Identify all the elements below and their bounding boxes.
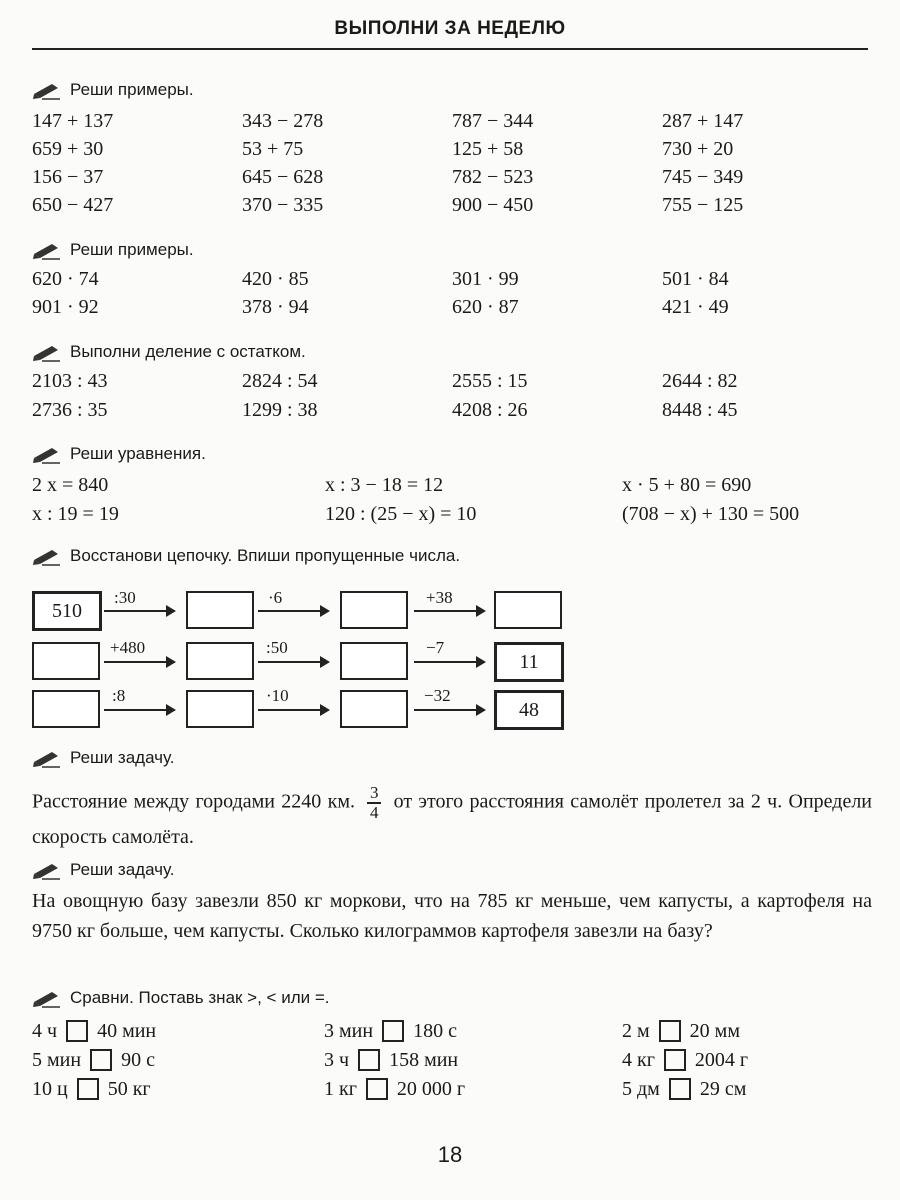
compare-box[interactable] bbox=[77, 1078, 99, 1100]
example: 745 − 349 bbox=[662, 166, 744, 188]
chain-operation: :30 bbox=[114, 588, 136, 607]
chain-box: 48 bbox=[494, 690, 564, 730]
chain-arrow bbox=[104, 610, 174, 612]
task-heading bbox=[32, 240, 194, 260]
pencil-icon bbox=[32, 240, 62, 260]
example: 901 · 92 bbox=[32, 296, 99, 318]
chain-box[interactable] bbox=[340, 642, 408, 680]
compare-left: 2 м bbox=[622, 1019, 650, 1042]
compare-item bbox=[324, 1047, 458, 1073]
task-heading bbox=[32, 342, 306, 362]
example: 501 · 84 bbox=[662, 268, 729, 290]
problem-text: На овощную базу завезли 850 кг моркови, что на 785 кг меньше, чем капусты, а картофеля на 9750 кг больше, чем капусты. Сколько килограммов картофеля завезли на базу? bbox=[32, 890, 872, 942]
example: 2644 : 82 bbox=[662, 370, 738, 392]
compare-right: 20 000 г bbox=[396, 1077, 466, 1100]
equation: x : 19 = 19 bbox=[32, 503, 119, 525]
problem-text-before: Расстояние между городами 2240 км. bbox=[32, 790, 355, 813]
chain-arrow bbox=[414, 610, 484, 612]
chain-operation: :8 bbox=[112, 686, 126, 705]
example: 730 + 20 bbox=[662, 138, 734, 160]
example: 755 − 125 bbox=[662, 194, 744, 216]
chain-box[interactable] bbox=[186, 642, 254, 680]
example: 420 · 85 bbox=[242, 268, 309, 290]
chain-box[interactable] bbox=[494, 591, 562, 629]
task-title: Реши уравнения. bbox=[70, 444, 206, 463]
compare-item bbox=[32, 1047, 155, 1073]
chain-box[interactable] bbox=[340, 690, 408, 728]
compare-left: 3 ч bbox=[324, 1048, 350, 1071]
example-row bbox=[32, 166, 872, 194]
task-title: Сравни. Поставь знак >, < или =. bbox=[70, 988, 330, 1007]
example-row bbox=[32, 399, 872, 427]
pencil-icon bbox=[32, 546, 62, 566]
compare-item bbox=[622, 1047, 748, 1073]
chain-arrow bbox=[104, 661, 174, 663]
compare-left: 1 кг bbox=[324, 1077, 357, 1100]
compare-box[interactable] bbox=[669, 1078, 691, 1100]
fraction-numerator: 3 bbox=[370, 783, 379, 802]
example-row bbox=[32, 268, 872, 296]
example: 2555 : 15 bbox=[452, 370, 528, 392]
example: 900 − 450 bbox=[452, 194, 534, 216]
chain-box[interactable] bbox=[340, 591, 408, 629]
pencil-icon bbox=[32, 342, 62, 362]
compare-left: 10 ц bbox=[32, 1077, 68, 1100]
compare-box[interactable] bbox=[659, 1020, 681, 1042]
example: 1299 : 38 bbox=[242, 399, 318, 421]
equation: 120 : (25 − x) = 10 bbox=[325, 503, 477, 525]
chain-arrow bbox=[258, 661, 328, 663]
task-heading bbox=[32, 748, 175, 768]
example: 2824 : 54 bbox=[242, 370, 318, 392]
compare-left: 4 кг bbox=[622, 1048, 655, 1071]
example-row bbox=[32, 194, 872, 222]
chain-operation: −32 bbox=[424, 686, 451, 705]
equation: x : 3 − 18 = 12 bbox=[325, 474, 444, 496]
chain-box[interactable] bbox=[186, 690, 254, 728]
example: 156 − 37 bbox=[32, 166, 104, 188]
example: 370 − 335 bbox=[242, 194, 324, 216]
example: 125 + 58 bbox=[452, 138, 524, 160]
chain-operation: :50 bbox=[266, 638, 288, 657]
pencil-icon bbox=[32, 748, 62, 768]
compare-box[interactable] bbox=[358, 1049, 380, 1071]
problem-text bbox=[32, 784, 872, 852]
compare-right: 90 с bbox=[121, 1048, 155, 1071]
example: 659 + 30 bbox=[32, 138, 104, 160]
page-number: 18 bbox=[437, 1142, 463, 1167]
task-title: Реши примеры. bbox=[70, 80, 194, 99]
compare-right: 20 мм bbox=[689, 1019, 740, 1042]
equation-row bbox=[32, 503, 872, 531]
chain-box[interactable] bbox=[32, 690, 100, 728]
compare-box[interactable] bbox=[90, 1049, 112, 1071]
example: 787 − 344 bbox=[452, 110, 534, 132]
chain-operation: +480 bbox=[110, 638, 146, 657]
page-header: ВЫПОЛНИ ЗА НЕДЕЛЮ bbox=[334, 18, 566, 39]
chain-operation: +38 bbox=[426, 588, 453, 607]
chain-operation: ·10 bbox=[266, 686, 289, 705]
compare-right: 2004 г bbox=[694, 1048, 749, 1071]
equation: x · 5 + 80 = 690 bbox=[622, 474, 752, 496]
compare-box[interactable] bbox=[664, 1049, 686, 1071]
example: 2736 : 35 bbox=[32, 399, 108, 421]
example: 782 − 523 bbox=[452, 166, 534, 188]
task-title: Выполни деление с остатком. bbox=[70, 342, 306, 361]
pencil-icon bbox=[32, 860, 62, 880]
task-heading bbox=[32, 444, 206, 464]
fraction bbox=[367, 784, 381, 822]
compare-right: 40 мин bbox=[97, 1019, 157, 1042]
compare-right: 180 с bbox=[413, 1019, 457, 1042]
example: 287 + 147 bbox=[662, 110, 744, 132]
task-title: Восстанови цепочку. Впиши пропущенные числа. bbox=[70, 546, 461, 565]
task-heading bbox=[32, 988, 330, 1008]
compare-box[interactable] bbox=[366, 1078, 388, 1100]
compare-item bbox=[32, 1018, 156, 1044]
compare-item bbox=[32, 1076, 151, 1102]
chain-box[interactable] bbox=[186, 591, 254, 629]
example: 147 + 137 bbox=[32, 110, 114, 132]
example: 620 · 87 bbox=[452, 296, 519, 318]
compare-box[interactable] bbox=[382, 1020, 404, 1042]
compare-item bbox=[622, 1076, 746, 1102]
task-title: Реши примеры. bbox=[70, 240, 194, 259]
pencil-icon bbox=[32, 80, 62, 100]
compare-box[interactable] bbox=[66, 1020, 88, 1042]
chain-arrow bbox=[104, 709, 174, 711]
pencil-icon bbox=[32, 988, 62, 1008]
chain-box: 510 bbox=[32, 591, 102, 631]
pencil-icon bbox=[32, 444, 62, 464]
example: 301 · 99 bbox=[452, 268, 519, 290]
chain-arrow bbox=[414, 661, 484, 663]
equation: (708 − x) + 130 = 500 bbox=[622, 503, 800, 525]
example-row bbox=[32, 110, 872, 138]
example: 620 · 74 bbox=[32, 268, 99, 290]
chain-box: 11 bbox=[494, 642, 564, 682]
compare-item bbox=[324, 1076, 465, 1102]
task-heading bbox=[32, 546, 460, 566]
compare-item bbox=[324, 1018, 457, 1044]
chain-box[interactable] bbox=[32, 642, 100, 680]
compare-left: 5 мин bbox=[32, 1048, 82, 1071]
example: 378 · 94 bbox=[242, 296, 309, 318]
compare-left: 3 мин bbox=[324, 1019, 374, 1042]
chain-operation: −7 bbox=[426, 638, 445, 657]
example: 8448 : 45 bbox=[662, 399, 738, 421]
chain-arrow bbox=[258, 610, 328, 612]
task-heading bbox=[32, 80, 194, 100]
compare-left: 4 ч bbox=[32, 1019, 58, 1042]
task-title: Реши задачу. bbox=[70, 748, 175, 767]
problem-text-after: от этого расстояния самолёт пролетел за 2 ч. Определи скорость самолёта. bbox=[32, 790, 873, 848]
task-title: Реши задачу. bbox=[70, 860, 175, 879]
example-row bbox=[32, 370, 872, 398]
example: 2103 : 43 bbox=[32, 370, 108, 392]
example: 650 − 427 bbox=[32, 194, 114, 216]
chain-operation: ·6 bbox=[268, 588, 283, 607]
compare-left: 5 дм bbox=[622, 1077, 660, 1100]
chain-arrow bbox=[414, 709, 484, 711]
compare-right: 29 см bbox=[699, 1077, 747, 1100]
equation-row bbox=[32, 474, 872, 502]
compare-item bbox=[622, 1018, 740, 1044]
example: 53 + 75 bbox=[242, 138, 304, 160]
header-rule bbox=[32, 48, 868, 50]
example: 421 · 49 bbox=[662, 296, 729, 318]
compare-right: 158 мин bbox=[389, 1048, 459, 1071]
chain-arrow bbox=[258, 709, 328, 711]
example: 4208 : 26 bbox=[452, 399, 528, 421]
example-row bbox=[32, 138, 872, 166]
example: 343 − 278 bbox=[242, 110, 324, 132]
equation: 2 x = 840 bbox=[32, 474, 109, 496]
compare-right: 50 кг bbox=[107, 1077, 151, 1100]
example: 645 − 628 bbox=[242, 166, 324, 188]
example-row bbox=[32, 296, 872, 324]
fraction-denominator: 4 bbox=[370, 802, 379, 822]
task-heading bbox=[32, 860, 175, 880]
